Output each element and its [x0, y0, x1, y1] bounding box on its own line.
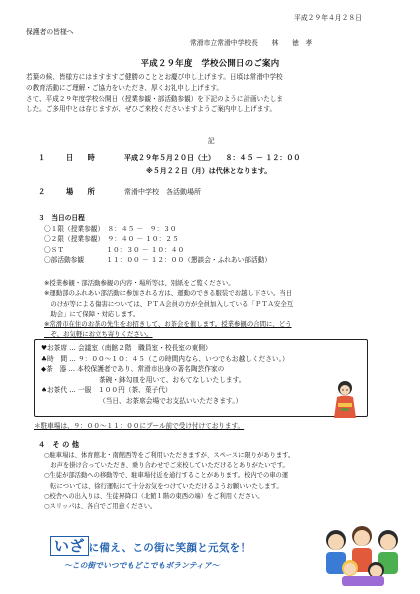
misc-line: 転については、徐行運転にて十分お気をつけていただけるようお願いいたします。	[44, 482, 283, 490]
place-value: 常滑中学校 各活動場所	[124, 188, 201, 196]
ki-marker: 記	[208, 137, 215, 145]
note-line: のけが等による傷害については、ＰＴＡ会員の方が全員加入している「ＰＴＡ安全互	[44, 299, 294, 308]
letter-date: 平成２９年４月２８日	[294, 14, 362, 22]
item-number: ２	[38, 187, 46, 196]
tea-hostess-illustration	[328, 379, 362, 419]
schedule-row: 〇２限（授業参観） ９：４０ － １０：２５	[44, 235, 179, 244]
intro-line: さて、平成２９年度学校公開日（授業参観・部活動参観）を下記のように計画いたしま	[26, 94, 284, 103]
slogan-text: に備え、この街に笑顔と元気を！	[88, 542, 252, 554]
misc-title: ４ そ の 他	[38, 440, 79, 449]
item-number: １	[38, 153, 46, 162]
place-label: 場 所	[66, 187, 95, 196]
schedule-notes	[44, 278, 390, 340]
intro-line: 若葉の候、皆様方にはますますご健勝のこととお慶び申し上げます。日頃は常滑中学校	[26, 73, 283, 81]
tea-fee-detail: （当日、お茶席会場でお支払いいただきます。）	[99, 396, 243, 405]
sub-slogan: ～この街でいつでもどこでもボランティア～	[64, 561, 220, 570]
misc-line: ○生徒が部活動への移動等で、駐車場付近を通行することがあります。校内での車の運	[44, 472, 289, 480]
misc-notes	[44, 451, 386, 512]
tea-ware-detail: 茶碗・鉢勾皿を用いて、おもてなしいたします。	[99, 375, 246, 384]
datetime-value: 平成２９年５月２０日（土） ８：４５ － １２：００	[124, 154, 301, 162]
intro-line: の教育活動にご理解・ご協力をいただき、厚くお礼申し上げます。	[26, 83, 224, 92]
tea-time: ♣時 間 … ９：００～１０：４５（この時間内なら、いつでもお越しください。）	[41, 354, 289, 363]
tea-place: ♥お茶席 … 会議室（南館２階 職員室・校長室の東側）	[41, 344, 212, 352]
intro-line: した。ご多用中とは存じますが、ぜひご来校くださいますようご案内申し上げます。	[26, 105, 277, 114]
datetime-label: 日 時	[66, 153, 95, 162]
note-line: ※運動部のふれあい部活動に参加される方は、運動のできる服装でお越し下さい。当日	[44, 289, 293, 298]
makeup-holiday-note: ※５月２２日（月）は代休となります。	[146, 167, 272, 175]
slogan	[50, 535, 251, 556]
note-line: 助会」にて保障・対応します。	[44, 309, 140, 318]
tea-ware: ◆茶 器 … 本校保護者であり、常滑市出身の著名陶芸作家の	[41, 365, 225, 373]
slogan-emphasis: いざ	[50, 536, 89, 556]
schedule	[38, 213, 271, 266]
schedule-row: 〇１限（授業参観） ８：４５ － ９：３０	[44, 224, 177, 233]
tea-ceremony-box	[34, 339, 368, 417]
intro-paragraph	[26, 72, 392, 115]
misc-line: ○駐車場は、体育館北・南館西等をご利用いただきますが、スペースに限りがあります。	[44, 452, 295, 459]
tea-fee: ♠お茶代 … 一服 １００円（茶、菓子代）	[41, 386, 172, 394]
sender: 常滑市立常滑中学校長 林 徳 孝	[190, 39, 313, 47]
note-line: ※常滑市在住のお茶の先生をお招きして、お茶会を催します。授業参観の合間に、どう	[44, 320, 292, 329]
note-line: ※授業参観・部活動参観の内容・場所等は、別紙をご覧ください。	[44, 279, 235, 287]
misc-line: ○校舎への出入りは、生徒昇降口（北館１階の東西の端）をご利用ください。	[44, 492, 264, 500]
recipient: 保護者の皆様へ	[26, 28, 74, 36]
schedule-row: 〇ＳＴ １０：３０ － １０：４０	[44, 245, 185, 254]
schedule-row: 〇部活動参観 １１：００ － １２：００（懇談会・ふれあい部活動）	[44, 256, 272, 265]
parking-notice: ＊駐車場は、９：００～１１：００にプール前で受け付けております。	[34, 422, 245, 430]
misc-line: お声を掛け合っていただき、乗り合わせでご来校していただけるとありがたいです。	[44, 462, 289, 470]
children-illustration	[320, 522, 406, 588]
misc-line: ○スリッパは、各自でご用意ください。	[44, 503, 157, 511]
page-title: 平成２９年度 学校公開日のご案内	[140, 58, 280, 68]
note-line: ぞ、お気軽にお立ち寄りください。	[44, 330, 153, 339]
schedule-title: ３ 当日の日程	[38, 214, 85, 222]
